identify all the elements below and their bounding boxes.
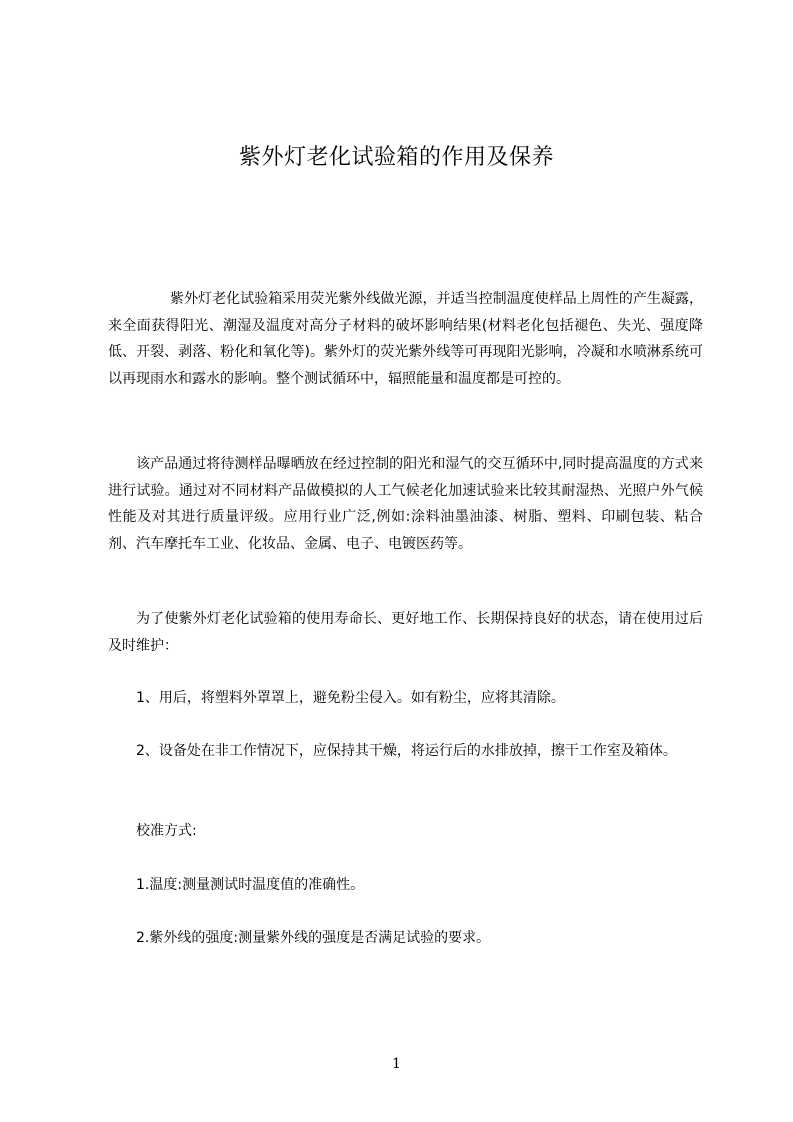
page-number: 1	[392, 1056, 401, 1072]
paragraph-maintenance-step-2: 2、设备处在非工作情况下，应保持其干燥，将运行后的水排放掉，擦干工作室及箱体。	[136, 743, 677, 759]
paragraph-product-testing: 该产品通过将待测样品曝晒放在经过控制的阳光和湿气的交互循环中,同时提高温度的方式来进行试验。通过对不同材料产品做模拟的人工气候老化加速试验来比较其耐湿热、光照户外气候性能及对其进行质量评级。应用行业广泛,例如:涂料油墨油漆、树脂、塑料、印刷包装、粘合剂、汽车摩托车工业、化妆品、金属、电子、电镀医药等。	[108, 456, 703, 552]
paragraph-introduction: 紫外灯老化试验箱采用荧光紫外线做光源，并适当控制温度使样品上周性的产生凝露，来全面获得阳光、潮湿及温度对高分子材料的破坏影响结果(材料老化包括褪色、失光、强度降低、开裂、剥落、粉化和氧化等)。紫外灯的荧光紫外线等可再现阳光影响，冷凝和水喷淋系统可以再现雨水和露水的影响。整个测试循环中，辐照能量和温度都是可控的。	[108, 291, 703, 387]
document-title: 紫外灯老化试验箱的作用及保养	[238, 145, 554, 170]
paragraph-maintenance-intro: 为了使紫外灯老化试验箱的使用寿命长、更好地工作、长期保持良好的状态，请在使用过后及时维护：	[108, 611, 703, 654]
paragraph-calibration-heading: 校准方式:	[136, 823, 197, 839]
paragraph-calibration-temperature: 1.温度:测量测试时温度值的准确性。	[136, 877, 365, 893]
paragraph-calibration-uv-intensity: 2.紫外线的强度:测量紫外线的强度是否满足试验的要求。	[136, 930, 491, 946]
paragraph-maintenance-step-1: 1、用后，将塑料外罩罩上，避免粉尘侵入。如有粉尘，应将其清除。	[136, 690, 565, 706]
